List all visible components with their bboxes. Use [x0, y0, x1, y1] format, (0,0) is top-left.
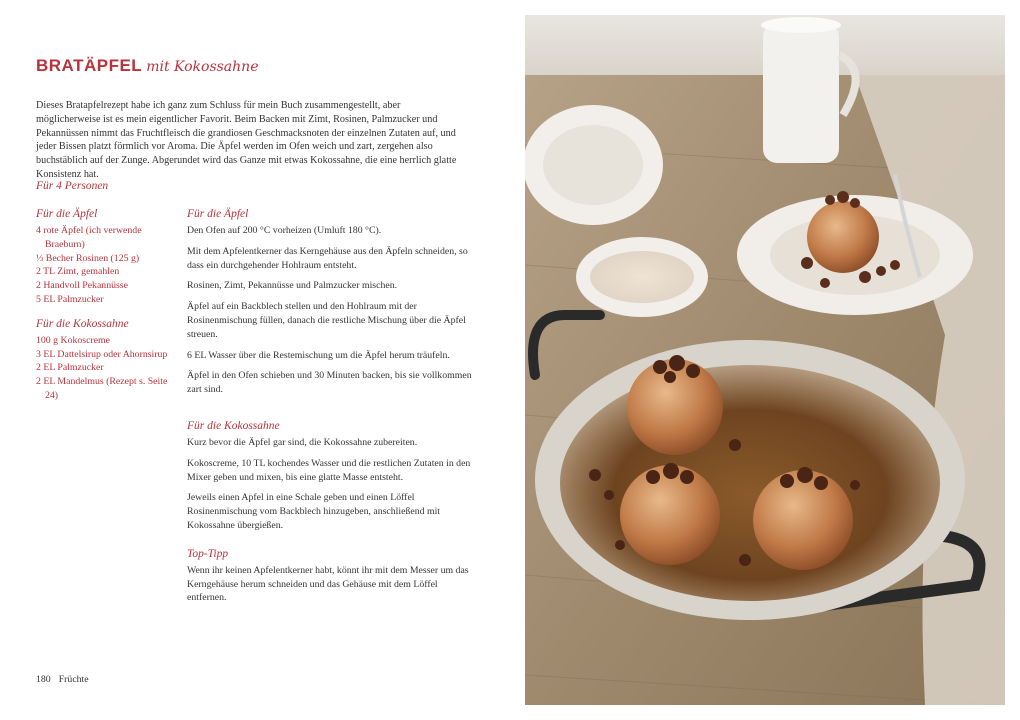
cream-bowl	[576, 237, 708, 317]
recipe-title-sub: mit Kokossahne	[146, 59, 259, 75]
step-text: Kurz bevor die Äpfel gar sind, die Kokossahne zubereiten.	[187, 436, 418, 448]
tip-text: Wenn ihr keinen Apfelentkerner habt, könnt ihr mit dem Messer um das Kerngehäuse herum schneiden und das Gehäuse mit dem Löffel entfernen.	[187, 564, 469, 604]
steps-column	[187, 207, 477, 619]
step-text: 6 EL Wasser über die Restemischung um die Äpfel herum träufeln.	[187, 349, 450, 361]
tip-heading: Top-Tipp	[187, 547, 229, 560]
ingredient-item: 100 g Kokoscreme	[36, 334, 111, 346]
ingredient-item: 5 EL Palmzucker	[36, 293, 104, 305]
ingredient-item: 2 Handvoll Pekannüsse	[36, 280, 128, 292]
recipe-title-main: BRATÄPFEL	[36, 56, 143, 75]
ingredients-cream-heading: Für die Kokossahne	[36, 317, 129, 330]
step-text: Kokoscreme, 10 TL kochendes Wasser und die restlichen Zutaten in den Mixer geben und mixen, bis eine glatte Masse entsteht.	[187, 457, 471, 483]
ingredient-item: 2 TL Zimt, gemahlen	[36, 266, 120, 278]
intro-paragraph: Dieses Bratapfelrezept habe ich ganz zum Schluss für mein Buch zusammengestellt, aber möglicherweise ist es mein eigentlicher Favorit. Beim Backen mit Zimt, Rosinen, Palmzucker und Pekannüssen nimmt das Fruchtfleisch die grandiosen Geschmacksnoten der einzelnen Zutaten auf, und jeder Bissen platzt förmlich vor Aroma. Die Äpfel werden im Ofen weich und zart, zergehen also buchstäblich auf der Zunge. Abgerundet wird das Ganze mit etwas Kokossahne, die eine herrlich glatte Konsistenz hat.	[36, 100, 457, 180]
steps-apples-heading: Für die Äpfel	[187, 208, 249, 220]
step-text: Rosinen, Zimt, Pekannüsse und Palmzucker mischen.	[187, 280, 398, 292]
step-text: Den Ofen auf 200 °C vorheizen (Umluft 180 °C).	[187, 225, 382, 236]
step-text: Mit dem Apfelentkerner das Kerngehäuse aus den Äpfeln schneiden, so dass ein durchgehender Hohlraum entsteht.	[187, 245, 468, 271]
footer-section: Früchte	[58, 674, 89, 685]
ingredients-apples-list	[36, 224, 176, 307]
steps-cream-section	[187, 419, 477, 533]
step-text: Äpfel auf ein Backblech stellen und den Hohlraum mit der Rosinenmischung füllen, danach die restliche Mischung über die Äpfel streuen.	[187, 301, 466, 340]
recipe-title	[36, 56, 258, 76]
step-text: Äpfel in den Ofen schieben und 30 Minuten backen, bis sie vollkommen zart sind.	[187, 370, 472, 396]
ingredients-cream-list	[36, 334, 176, 403]
plated-baked-apple	[807, 201, 879, 273]
page-footer	[36, 674, 89, 685]
page-number: 180	[36, 674, 51, 685]
tip-section	[187, 547, 477, 605]
baked-apple	[627, 359, 723, 455]
step-text: Jeweils einen Apfel in eine Schale geben und einen Löffel Rosinenmischung vom Backblech hinzugeben, anschließend mit Kokossahne übergießen.	[187, 492, 441, 531]
steps-apples-section	[187, 207, 477, 397]
ingredients-apples-heading: Für die Äpfel	[36, 208, 98, 220]
baked-apple	[620, 465, 720, 565]
ingredient-item: ⅓ Becher Rosinen (125 g)	[36, 252, 140, 264]
ingredient-item: 3 EL Dattelsirup oder Ahornsirup	[36, 348, 168, 360]
ingredient-item: 2 EL Mandelmus (Rezept s. Seite 24)	[36, 376, 168, 401]
recipe-photo	[525, 15, 1005, 705]
servings: Für 4 Personen	[36, 180, 109, 192]
empty-plate	[525, 105, 663, 225]
ingredients-column	[36, 207, 176, 413]
baked-apple	[753, 470, 853, 570]
steps-cream-heading: Für die Kokossahne	[187, 419, 280, 432]
ingredient-item: 2 EL Palmzucker	[36, 362, 104, 374]
ingredient-item: 4 rote Äpfel (ich verwende Braeburn)	[36, 225, 142, 250]
